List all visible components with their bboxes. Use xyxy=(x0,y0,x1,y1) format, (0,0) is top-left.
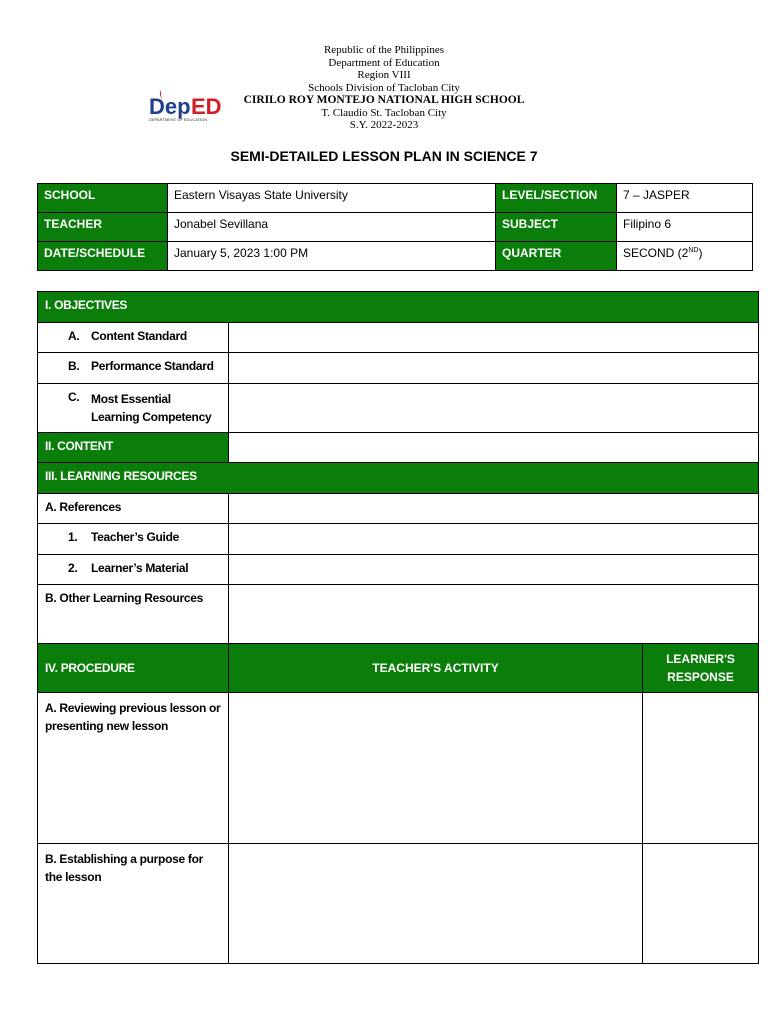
quarter-close: ) xyxy=(698,246,703,260)
header-school-name: CIRILO ROY MONTEJO NATIONAL HIGH SCHOOL xyxy=(243,94,525,106)
level-section-value: 7 – JASPER xyxy=(617,184,753,213)
other-resources-label: B. Other Learning Resources xyxy=(38,585,229,644)
document-header xyxy=(0,44,768,132)
learners-material-num: 2. xyxy=(68,561,78,575)
table-row xyxy=(38,242,753,271)
learners-material-label xyxy=(38,555,229,585)
svg-text:DEPARTMENT OF EDUCATION: DEPARTMENT OF EDUCATION xyxy=(149,117,208,122)
teacher-label: TEACHER xyxy=(38,213,168,242)
lesson-plan-table xyxy=(37,291,759,964)
other-resources-cell[interactable] xyxy=(229,585,759,644)
table-row xyxy=(38,555,759,585)
melc-num: C. xyxy=(68,390,80,404)
subject-value: Filipino 6 xyxy=(617,213,753,242)
header-line-division: Schools Division of Tacloban City xyxy=(308,81,460,94)
header-school-year: S.Y. 2022-2023 xyxy=(349,119,419,131)
table-row xyxy=(38,384,759,433)
deped-logo xyxy=(147,88,231,124)
teachers-guide-text: Teacher’s Guide xyxy=(91,530,179,544)
performance-standard-cell[interactable] xyxy=(229,353,759,384)
table-row xyxy=(38,433,759,463)
teachers-guide-cell[interactable] xyxy=(229,524,759,555)
performance-standard-label xyxy=(38,353,229,384)
date-schedule-value: January 5, 2023 1:00 PM xyxy=(168,242,496,271)
table-row xyxy=(38,353,759,384)
table-row xyxy=(38,585,759,644)
section-learning-resources: III. LEARNING RESOURCES xyxy=(38,463,759,494)
school-value: Eastern Visayas State University xyxy=(168,184,496,213)
references-cell[interactable] xyxy=(229,494,759,524)
page-title: SEMI-DETAILED LESSON PLAN IN SCIENCE 7 xyxy=(230,148,538,164)
table-row xyxy=(38,213,753,242)
step-a-label: A. Reviewing previous lesson or presenting new lesson xyxy=(38,693,229,844)
teachers-guide-num: 1. xyxy=(68,530,78,544)
melc-cell[interactable] xyxy=(229,384,759,433)
references-label: A. References xyxy=(38,494,229,524)
header-line-region: Region VIII xyxy=(357,69,411,81)
content-cell[interactable] xyxy=(229,433,759,463)
step-a-learner-cell[interactable] xyxy=(643,693,759,844)
melc-label xyxy=(38,384,229,433)
header-address: T. Claudio St. Tacloban City xyxy=(321,106,447,119)
table-row xyxy=(38,184,753,213)
step-a-teacher-cell[interactable] xyxy=(229,693,643,844)
content-standard-num: A. xyxy=(68,329,80,343)
table-row xyxy=(38,494,759,524)
teacher-activity-header: TEACHER'S ACTIVITY xyxy=(229,644,643,693)
quarter-text: SECOND (2 xyxy=(623,246,689,260)
school-label: SCHOOL xyxy=(38,184,168,213)
performance-standard-num: B. xyxy=(68,359,80,373)
teacher-value: Jonabel Sevillana xyxy=(168,213,496,242)
quarter-label: QUARTER xyxy=(496,242,617,271)
subject-label: SUBJECT xyxy=(496,213,617,242)
melc-text: Most Essential Learning Competency xyxy=(91,392,212,424)
quarter-value xyxy=(617,242,753,271)
table-row xyxy=(38,524,759,555)
table-row xyxy=(38,693,759,844)
step-b-teacher-cell[interactable] xyxy=(229,844,643,964)
content-standard-text: Content Standard xyxy=(91,329,187,343)
performance-standard-text: Performance Standard xyxy=(91,359,214,373)
teachers-guide-label xyxy=(38,524,229,555)
lesson-info-table xyxy=(37,183,753,271)
quarter-superscript: ND xyxy=(688,247,699,254)
section-procedure: IV. PROCEDURE xyxy=(38,644,229,693)
section-content: II. CONTENT xyxy=(38,433,229,463)
section-objectives: I. OBJECTIVES xyxy=(38,292,759,323)
learners-material-cell[interactable] xyxy=(229,555,759,585)
table-row xyxy=(38,323,759,353)
learners-material-text: Learner’s Material xyxy=(91,561,189,575)
svg-text:Dep: Dep xyxy=(149,94,191,119)
table-row xyxy=(38,463,759,494)
svg-text:ED: ED xyxy=(191,94,222,119)
content-standard-cell[interactable] xyxy=(229,323,759,353)
table-row xyxy=(38,644,759,693)
step-b-learner-cell[interactable] xyxy=(643,844,759,964)
table-row xyxy=(38,292,759,323)
step-b-label: B. Establishing a purpose for the lesson xyxy=(38,844,229,964)
level-section-label: LEVEL/SECTION xyxy=(496,184,617,213)
learner-response-header: LEARNER'S RESPONSE xyxy=(643,644,759,693)
header-line-republic: Republic of the Philippines xyxy=(323,44,445,56)
header-line-department: Department of Education xyxy=(328,56,440,69)
content-standard-label xyxy=(38,323,229,353)
date-schedule-label: DATE/SCHEDULE xyxy=(38,242,168,271)
table-row xyxy=(38,844,759,964)
